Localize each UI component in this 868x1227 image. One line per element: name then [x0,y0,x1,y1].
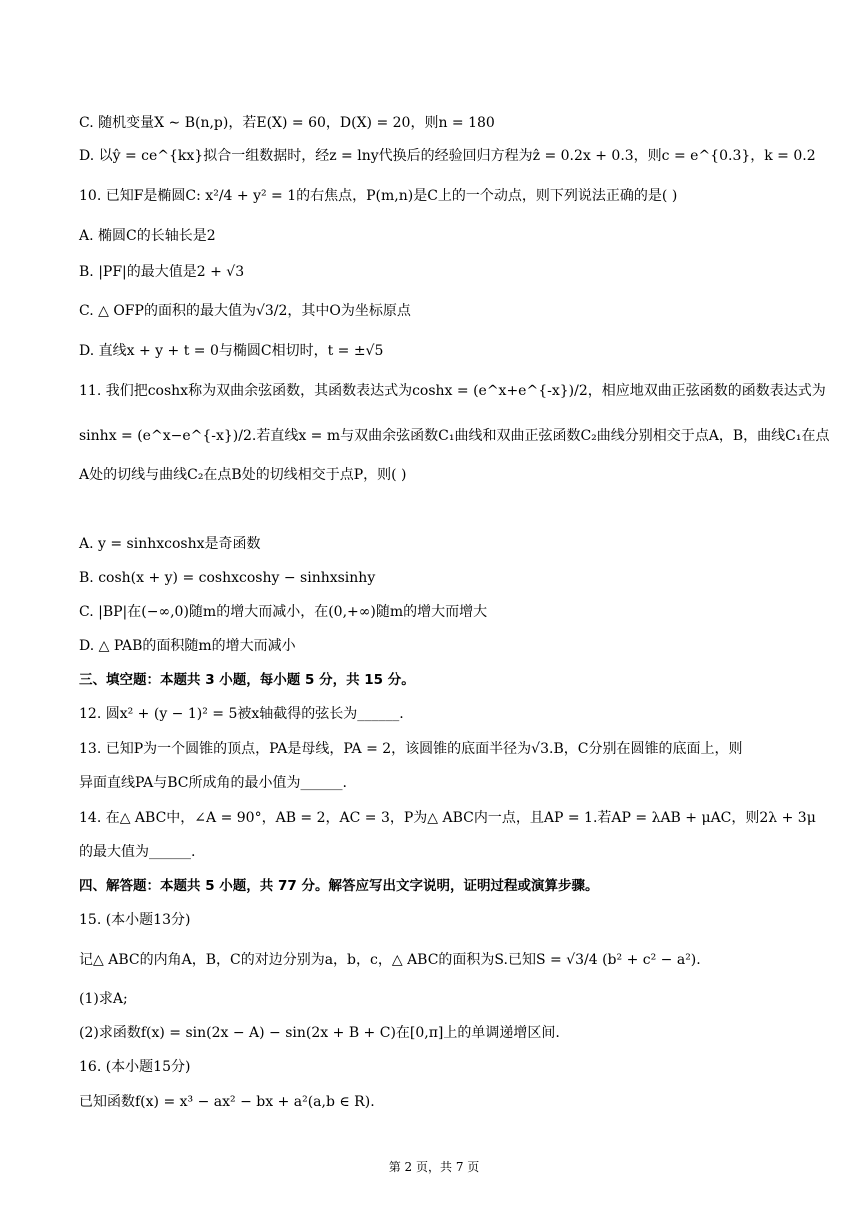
q10-option-c: C. △ OFP的面积的最大值为√3/2，其中O为坐标原点 [79,303,411,319]
q10-option-b: B. |PF|的最大值是2 + √3 [79,264,245,280]
q11-option-b: B. cosh(x + y) = coshxcoshy − sinhxsinhy [79,570,376,586]
section-answer-heading: 四、解答题：本题共 5 小题，共 77 分。解答应写出文字说明，证明过程或演算步骤。 [79,878,599,894]
q10-stem: 10. 已知F是椭圆C: x²/4 + y² = 1的右焦点，P(m,n)是C上的一个动点，则下列说法正确的是( ) [79,188,678,204]
q16-heading: 16. (本小题15分) [79,1059,191,1075]
q15-heading: 15. (本小题13分) [79,912,191,928]
q11-option-a: A. y = sinhxcoshx是奇函数 [79,536,261,552]
q16-stem: 已知函数f(x) = x³ − ax² − bx + a²(a,b ∈ R). [79,1094,375,1110]
q14-line-2: 的最大值为______. [79,844,196,860]
q15-part-1: (1)求A; [79,991,128,1007]
q13-line-2: 异面直线PA与BC所成角的最小值为______. [79,775,347,791]
q13-line-1: 13. 已知P为一个圆锥的顶点，PA是母线，PA = 2，该圆锥的底面半径为√3.B，C分别在圆锥的底面上，则 [79,741,743,757]
q9-option-c: C. 随机变量X ∼ B(n,p)，若E(X) = 60，D(X) = 20，则n = 180 [79,115,495,131]
q11-stem-line-2: sinhx = (e^x−e^{-x})/2.若直线x = m与双曲余弦函数C₁曲线和双曲正弦函数C₂曲线分别相交于点A，B，曲线C₁在点 [79,428,830,444]
page-footer: 第 2 页，共 7 页 [388,1160,480,1174]
q11-option-d: D. △ PAB的面积随m的增大而减小 [79,638,296,654]
q15-part-2: (2)求函数f(x) = sin(2x − A) − sin(2x + B + C)在[0,π]上的单调递增区间. [79,1025,560,1041]
q11-stem-line-1: 11. 我们把coshx称为双曲余弦函数，其函数表达式为coshx = (e^x+e^{-x})/2，相应地双曲正弦函数的函数表达式为 [79,383,826,399]
q14-line-1: 14. 在△ ABC中，∠A = 90°，AB = 2，AC = 3，P为△ ABC内一点，且AP = 1.若AP = λAB + μAC，则2λ + 3μ [79,810,816,826]
q12-text: 12. 圆x² + (y − 1)² = 5被x轴截得的弦长为______. [79,706,404,722]
q11-option-c: C. |BP|在(−∞,0)随m的增大而减小，在(0,+∞)随m的增大而增大 [79,604,488,620]
q11-stem-line-3: A处的切线与曲线C₂在点B处的切线相交于点P，则( ) [79,467,407,483]
q10-option-a: A. 椭圆C的长轴长是2 [79,228,216,244]
q15-stem: 记△ ABC的内角A，B，C的对边分别为a，b，c，△ ABC的面积为S.已知S = √3/4 (b² + c² − a²). [79,952,701,968]
section-fill-in-heading: 三、填空题：本题共 3 小题，每小题 5 分，共 15 分。 [79,672,415,688]
q9-option-d: D. 以ŷ = ce^{kx}拟合一组数据时，经z = lny代换后的经验回归方程为ẑ = 0.2x + 0.3，则c = e^{0.3}，k = 0.2 [79,148,816,164]
q10-option-d: D. 直线x + y + t = 0与椭圆C相切时，t = ±√5 [79,343,384,359]
